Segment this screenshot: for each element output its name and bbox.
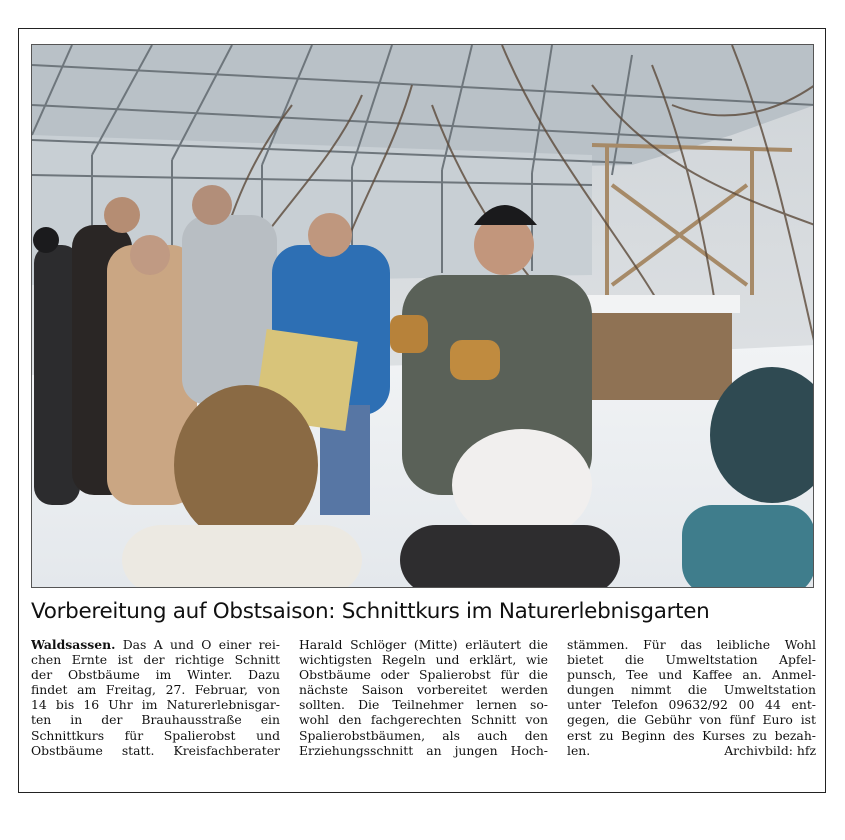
article-line: dungen nimmt die Umweltstation <box>567 682 816 698</box>
article-column-2 <box>299 637 548 758</box>
article-line: erst zu Beginn des Kurses zu bezah- <box>567 727 816 743</box>
article-line: unter Telefon 09632/92 00 44 ent- <box>567 697 816 713</box>
article-line: ten in der Brauhausstraße ein <box>31 712 280 728</box>
article-line: Erziehungsschnitt an jungen Hoch- <box>299 742 548 758</box>
article-line-text: len. <box>567 742 591 758</box>
article-line: stämmen. Für das leibliche Wohl <box>567 637 816 652</box>
article-line: Obstbäume oder Spalierobst für die <box>299 667 548 683</box>
article-line: findet am Freitag, 27. Februar, von <box>31 682 280 698</box>
article-body <box>31 637 817 758</box>
article-line: wichtigsten Regeln und erklärt, wie <box>299 652 548 668</box>
article-line: bietet die Umweltstation Apfel- <box>567 652 816 668</box>
article-line: nächste Saison vorbereitet werden <box>299 682 548 698</box>
article-line-text: Das A und O einer rei- <box>115 637 280 652</box>
article-line <box>31 637 280 652</box>
dateline: Waldsassen. <box>31 637 116 652</box>
article-line: chen Ernte ist der richtige Schnitt <box>31 652 280 668</box>
article-line: 14 bis 16 Uhr im Naturerlebnisgar- <box>31 697 280 713</box>
article-line <box>567 743 816 758</box>
article-line: Harald Schlöger (Mitte) erläutert die <box>299 637 548 652</box>
article-line: Schnittkurs für Spalierobst und <box>31 727 280 743</box>
article-line: Obstbäume statt. Kreisfachberater <box>31 742 280 758</box>
article-headline: Vorbereitung auf Obstsaison: Schnittkurs im Naturerlebnisgarten <box>31 599 710 624</box>
article-line: der Obstbäume im Winter. Dazu <box>31 667 280 683</box>
article-line: gegen, die Gebühr von fünf Euro ist <box>567 712 816 728</box>
article-line: wohl den fachgerechten Schnitt von <box>299 712 548 728</box>
article-line: punsch, Tee und Kaffee an. Anmel- <box>567 667 816 683</box>
article-column-1 <box>31 637 280 758</box>
article-line: sollten. Die Teilnehmer lernen so- <box>299 697 548 713</box>
article-line: Spalierobstbäumen, als auch den <box>299 727 548 743</box>
photo-credit: Archivbild: hfz <box>724 742 816 758</box>
article-photo <box>31 44 814 588</box>
article-column-3 <box>567 637 816 758</box>
